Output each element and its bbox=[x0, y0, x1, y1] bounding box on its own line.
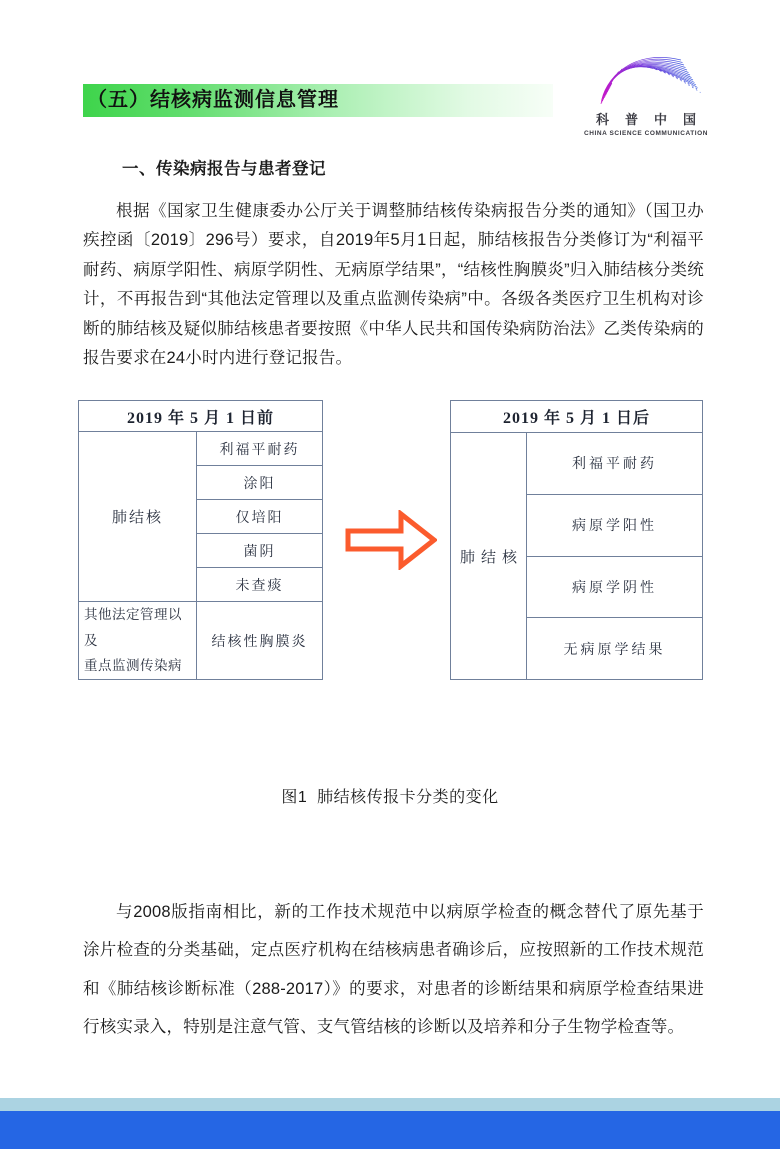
table-cell: 病原学阴性 bbox=[527, 556, 703, 618]
closing-paragraph: 与2008版指南相比，新的工作技术规范中以病原学检查的概念替代了原先基于涂片检查的分类基础，定点医疗机构在结核病患者确诊后，应按照新的工作技术规范和《肺结核诊断标准（288-2017）》的要求，对患者的诊断结果和病原学检查结果进行核实录入，特别是注意气管、支气管结核的诊断以及培养和分子生物学检查等。 bbox=[83, 902, 704, 1037]
table-cell: 利福平耐药 bbox=[527, 433, 703, 495]
footer-light-strip bbox=[0, 1098, 780, 1111]
logo-swoosh-icon bbox=[586, 40, 706, 108]
table-cell: 未查痰 bbox=[197, 568, 323, 602]
table-cell: 无病原学结果 bbox=[527, 618, 703, 680]
section-heading: 一、传染病报告与患者登记 bbox=[122, 160, 326, 178]
intro-paragraph: 根据《国家卫生健康委办公厅关于调整肺结核传染病报告分类的通知》（国卫办疾控函〔2019〕296号）要求，自2019年5月1日起，肺结核报告分类修订为“利福平耐药、病原学阳性、病原学阴性、无病原学结果”，“结核性胸膜炎”归入肺结核分类统计，不再报告到“其他法定管理以及重点监测传染病”中。各级各类医疗卫生机构对诊断的肺结核及疑似肺结核患者要按照《中华人民共和国传染病防治法》乙类传染病的报告要求在24小时内进行登记报告。 bbox=[83, 201, 704, 367]
before-classification-table bbox=[78, 400, 323, 680]
table-cell: 结核性胸膜炎 bbox=[197, 602, 323, 680]
after-group-label: 肺结核 bbox=[451, 433, 527, 680]
logo-name: 科普中国 bbox=[595, 112, 712, 127]
after-table-header: 2019 年 5 月 1 日后 bbox=[451, 401, 703, 433]
after-classification-table bbox=[450, 400, 703, 680]
table-cell: 病原学阳性 bbox=[527, 494, 703, 556]
section-title-bar bbox=[83, 84, 553, 117]
table-cell: 仅培阳 bbox=[197, 500, 323, 534]
table-cell: 菌阴 bbox=[197, 534, 323, 568]
page-title: （五）结核病监测信息管理 bbox=[87, 89, 339, 111]
table-cell: 利福平耐药 bbox=[197, 432, 323, 466]
logo-subtitle: CHINA SCIENCE COMMUNICATION bbox=[584, 130, 708, 137]
logo bbox=[575, 40, 717, 137]
table-cell: 涂阳 bbox=[197, 466, 323, 500]
before-group-label: 肺结核 bbox=[79, 432, 197, 602]
before-other-group-label: 其他法定管理以及 重点监测传染病 bbox=[79, 602, 197, 680]
before-table-header: 2019 年 5 月 1 日前 bbox=[79, 401, 323, 432]
footer-blue-bar bbox=[0, 1111, 780, 1149]
figure-caption: 图1 肺结核传报卡分类的变化 bbox=[281, 789, 499, 806]
right-arrow-icon bbox=[345, 510, 437, 570]
